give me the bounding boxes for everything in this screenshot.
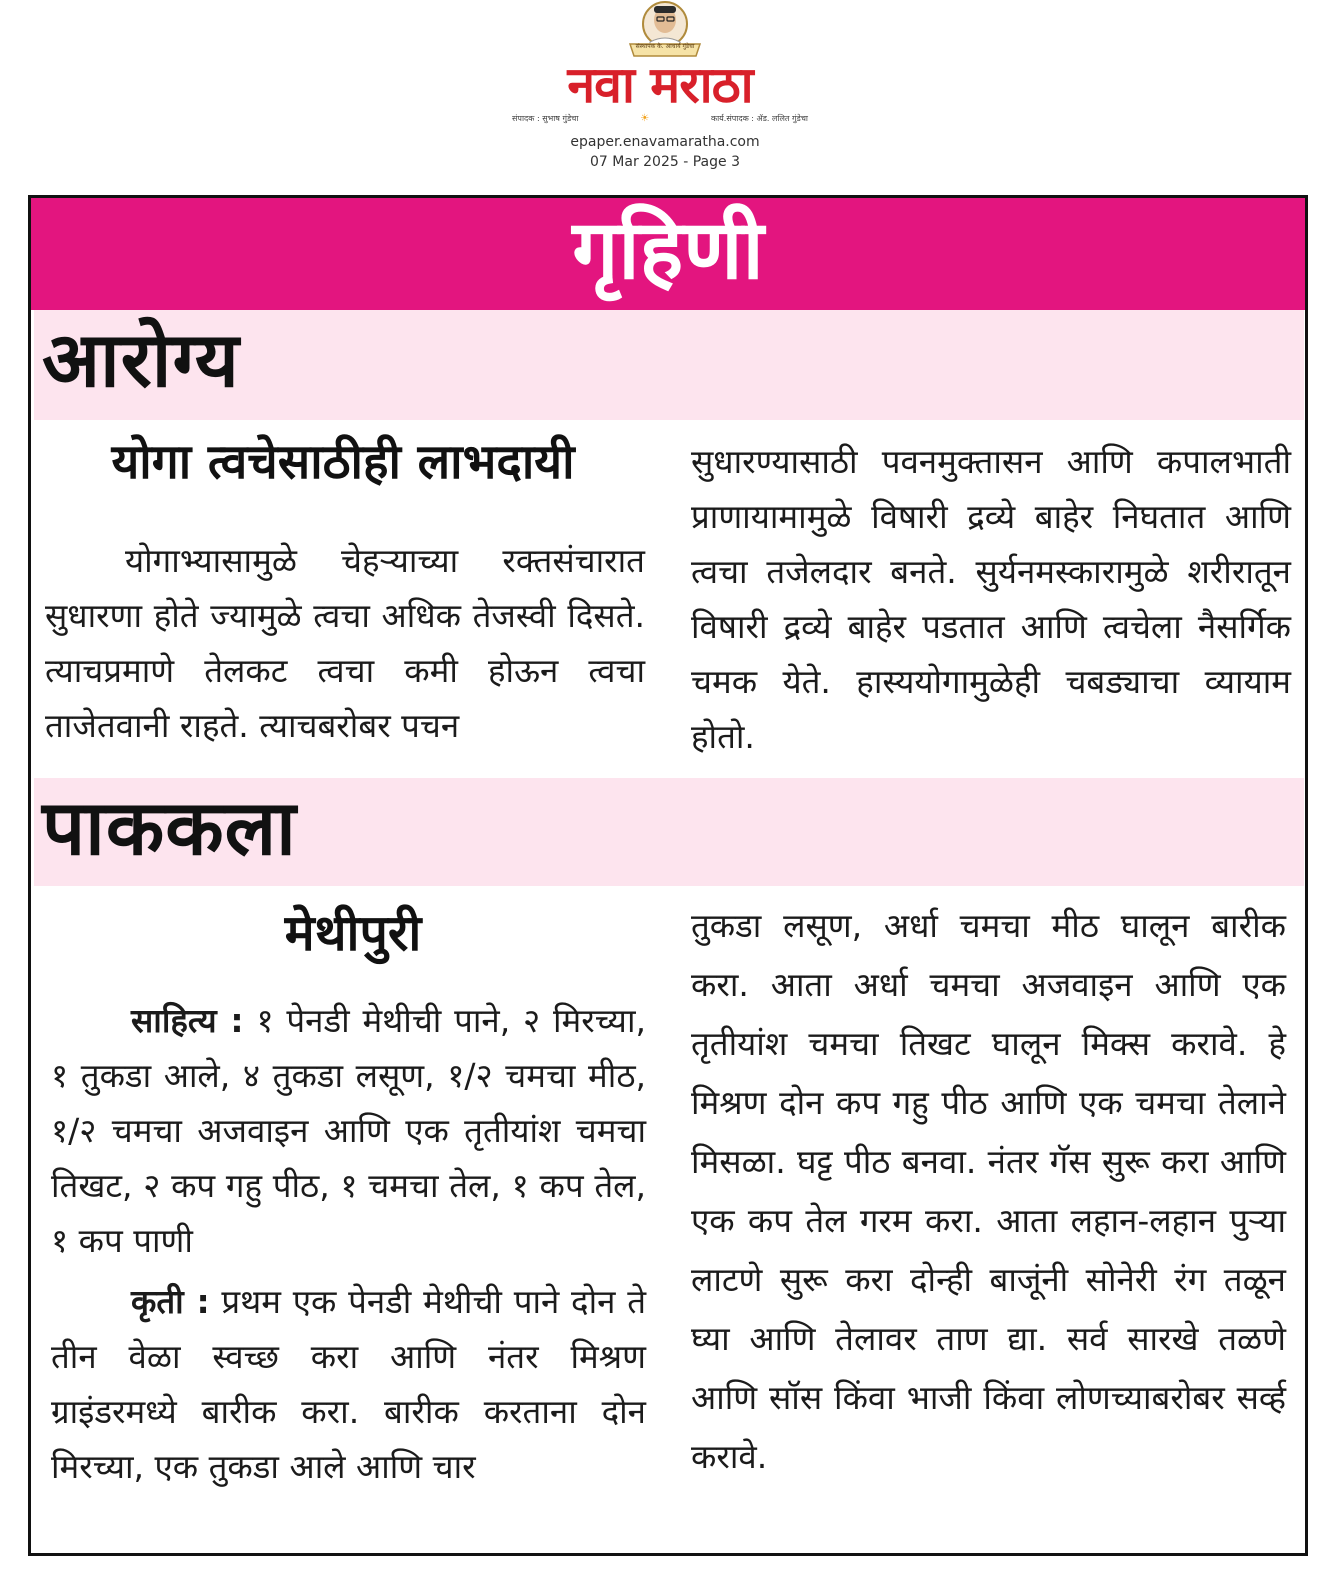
health-left-text: योगाभ्यासामुळे चेहऱ्याच्या रक्तसंचारात सुधारणा होते ज्यामुळे त्वचा अधिक तेजस्वी दिसते. त्याचप्रमाणे तेलकट त्वचा कमी होऊन त्वचा ताजेतवानी राहते. त्याचबरोबर पचन bbox=[45, 541, 645, 745]
method-paragraph bbox=[51, 1274, 646, 1494]
health-right-column bbox=[691, 434, 1291, 764]
health-section-label: आरोग्य bbox=[42, 315, 240, 404]
website-url[interactable]: epaper.enavamaratha.com bbox=[570, 134, 760, 150]
editor-left: संपादक : सुभाष गुंडेचा bbox=[512, 114, 579, 123]
cooking-right-column bbox=[691, 896, 1286, 1486]
section-banner: गृहिणी bbox=[31, 198, 1305, 310]
ingredients-paragraph bbox=[51, 993, 646, 1268]
cooking-right-text: तुकडा लसूण, अर्धा चमचा मीठ घालून बारीक करा. आता अर्धा चमचा अजवाइन आणि एक तृतीयांश चमचा तिखट घालून मिक्स करावे. हे मिश्रण दोन कप गहु पीठ आणि एक चमचा तेलाने मिसळा. घट्ट पीठ बनवा. नंतर गॅस सुरू करा आणि एक कप तेल गरम करा. आता लहान-लहान पुऱ्या लाटणे सुरू करा दोन्ही बाजूंनी सोनेरी रंग तळून घ्या आणि तेलावर ताण द्या. सर्व सारखे तळणे आणि सॉस किंवा भाजी किंवा लोणच्याबरोबर सर्व्ह करावे. bbox=[691, 906, 1286, 1476]
editor-right: कार्य.संपादक : ॲड. ललित गुंडेचा bbox=[710, 114, 808, 123]
cooking-section-label: पाककला bbox=[42, 783, 297, 872]
sun-icon: ☀ bbox=[640, 113, 650, 124]
ingredients-label: साहित्य : bbox=[131, 1001, 244, 1040]
cooking-left-column bbox=[51, 993, 646, 1494]
founder-portrait-icon bbox=[620, 0, 710, 62]
masthead bbox=[0, 0, 1330, 190]
health-left-column bbox=[45, 533, 645, 753]
cooking-section-band bbox=[34, 778, 1304, 886]
method-text: प्रथम एक पेनडी मेथीची पाने दोन ते तीन वेळा स्वच्छ करा आणि नंतर मिश्रण ग्राइंडरमध्ये बारीक करा. बारीक करताना दोन मिरच्या, एक तुकडा आले आणि चार bbox=[51, 1282, 647, 1486]
editor-line bbox=[512, 112, 808, 126]
date-page: 07 Mar 2025 - Page 3 bbox=[590, 154, 740, 170]
health-right-text: सुधारण्यासाठी पवनमुक्तासन आणि कपालभाती प्राणायामामुळे विषारी द्रव्ये बाहेर निघतात आणि त्वचा तजेलदार बनते. सुर्यनमस्कारामुळे शरीरातून विषारी द्रव्ये बाहेर पडतात आणि त्वचेला नैसर्गिक चमक येते. हास्ययोगामुळेही चबड्याचा व्यायाम होतो. bbox=[691, 442, 1291, 756]
health-headline: योगा त्वचेसाठीही लाभदायी bbox=[111, 434, 575, 490]
health-section-band bbox=[34, 310, 1304, 420]
ingredients-text: १ पेनडी मेथीची पाने, २ मिरच्या, १ तुकडा आले, ४ तुकडा लसूण, १/२ चमचा मीठ, १/२ चमचा अजवाइन आणि एक तृतीयांश चमचा तिखट, २ कप गहु पीठ, १ चमचा तेल, १ कप तेल, १ कप पाणी bbox=[51, 1001, 646, 1260]
portrait-caption: संस्थापक कै. आचार्य गुंडेचा bbox=[635, 43, 695, 50]
newspaper-logo: नवा मराठा bbox=[567, 56, 753, 114]
cooking-headline: मेथीपुरी bbox=[284, 904, 422, 962]
method-label: कृती : bbox=[131, 1282, 210, 1321]
epaper-meta bbox=[465, 132, 865, 172]
page-frame bbox=[28, 195, 1308, 1556]
